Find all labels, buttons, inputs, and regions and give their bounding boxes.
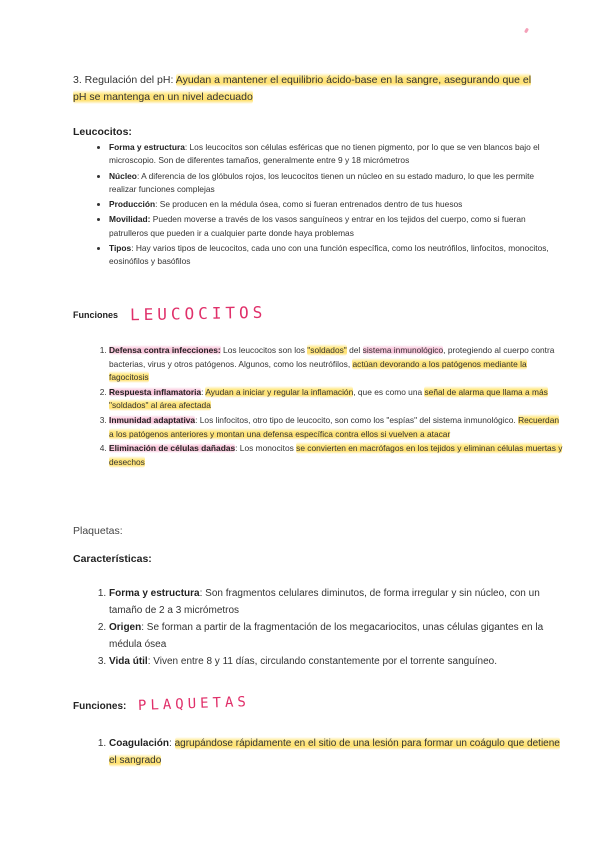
- list-item: [109, 586, 564, 619]
- item-term: Forma y estructura: [109, 142, 185, 152]
- leucocitos-list: [73, 141, 554, 271]
- list-item: [109, 198, 554, 211]
- list-item: [109, 141, 554, 168]
- item-term: Eliminación de células dañadas: [109, 443, 236, 454]
- pink-dot-mark: [524, 28, 529, 34]
- list-item: [109, 654, 564, 671]
- highlighted-text: sistema inmunológico: [362, 345, 444, 355]
- plaquetas-handwritten-note: PLAQUETAS: [137, 694, 251, 714]
- list-item: [109, 736, 564, 769]
- item-term: Defensa contra infecciones:: [109, 345, 221, 355]
- item-text: : A diferencia de los glóbulos rojos, los leucocitos tienen un núcleo en su estado maduro, lo que les permite realizar funciones complejas: [109, 170, 535, 194]
- highlighted-text: Recuerdan a los patógenos anteriores y montan una defensa específica contra ellos si vuelven a atacar: [109, 414, 560, 439]
- highlighted-text: actúan devorando a los patógenos mediante la fagocitosis: [109, 358, 527, 383]
- highlighted-text: señal de alarma que llama a más "soldados" al área afectada: [109, 386, 548, 411]
- list-item: [109, 620, 564, 653]
- item-text: : Se producen en la médula ósea, como si fueran entrenados dentro de tus huesos: [155, 199, 463, 210]
- ph-regulation-text: Ayudan a mantener el equilibrio ácido-base en la sangre, asegurando que el pH se mantenga en un nivel adecuado: [73, 74, 532, 103]
- leucocitos-funciones-list: [73, 344, 564, 470]
- ph-regulation-label: 3. Regulación del pH:: [73, 74, 174, 86]
- leucocitos-handwritten-note: LEUCOCITOS: [129, 302, 267, 325]
- plaquetas-heading: Plaquetas:: [73, 525, 123, 537]
- caracteristicas-heading: Características:: [73, 553, 152, 565]
- leucocitos-funciones-heading: Funciones: [73, 310, 119, 320]
- plaquetas-caracteristicas-list: [73, 586, 564, 672]
- item-text: : Los monocitos: [235, 443, 297, 454]
- list-item: [109, 414, 564, 441]
- list-item: [109, 442, 564, 469]
- item-text: : Los linfocitos, otro tipo de leucocito, son como los "espías" del sistema inmunológico.: [195, 414, 519, 425]
- plaquetas-funciones-list: [73, 736, 564, 770]
- list-item: [109, 386, 564, 413]
- list-item: [109, 242, 554, 269]
- item-text: : Los leucocitos son células esféricas que no tienen pigmento, por lo que se ven blancos bajo el microscopio. Son de diferentes tamaños, generalmente entre 9 y 18 micrómetros: [109, 142, 540, 166]
- item-text: Los leucocitos son los: [220, 345, 308, 355]
- item-text: , protegiendo al cuerpo contra bacterias, virus y otros patógenos. Algunos, como los neutrófilos,: [109, 345, 555, 369]
- leucocitos-heading: Leucocitos:: [73, 126, 132, 138]
- item-text: : Son fragmentos celulares diminutos, de forma irregular y sin núcleo, con un tamaño de 2 a 3 micrómetros: [109, 588, 540, 616]
- item-text: : Hay varios tipos de leucocitos, cada uno con una función específica, como los neutrófilos, linfocitos, monocitos, eosinófilos y basófilos: [109, 243, 549, 267]
- item-text: Pueden moverse a través de los vasos sanguíneos y entrar en los tejidos del cuerpo, como si fueran patrulleros que pueden ir a cualquier parte donde haya problemas: [109, 214, 526, 238]
- item-term: Tipos: [109, 243, 132, 254]
- item-term: Movilidad:: [109, 214, 151, 225]
- item-text: , que es como una: [353, 386, 425, 397]
- item-term: Núcleo: [109, 170, 137, 181]
- highlighted-text: se convierten en macrófagos en los tejidos y eliminan células muertas y desechos: [109, 443, 563, 467]
- list-item: [109, 170, 554, 197]
- item-text: : Viven entre 8 y 11 días, circulando constantemente por el torrente sanguíneo.: [147, 656, 498, 667]
- list-item: [109, 344, 564, 385]
- highlighted-text: "soldados": [307, 345, 347, 355]
- ph-regulation-paragraph: [73, 72, 543, 106]
- highlighted-text: Ayudan a iniciar y regular la inflamación: [205, 386, 354, 397]
- plaquetas-funciones-heading: Funciones:: [73, 701, 127, 712]
- item-term: Vida útil: [109, 656, 148, 667]
- item-term: Inmunidad adaptativa: [109, 414, 196, 425]
- list-item: [109, 213, 554, 240]
- highlighted-text: agrupándose rápidamente en el sitio de una lesión para formar un coágulo que detiene el sangrado: [109, 738, 560, 766]
- item-text: :: [169, 738, 175, 749]
- item-term: Coagulación: [109, 738, 170, 749]
- item-text: : Se forman a partir de la fragmentación de los megacariocitos, unas células gigantes en la médula ósea: [109, 622, 544, 650]
- item-term: Producción: [109, 199, 156, 210]
- item-text: del: [346, 345, 363, 355]
- item-term: Origen: [109, 622, 142, 633]
- item-term: Respuesta inflamatoria: [109, 386, 202, 397]
- item-text: :: [201, 386, 206, 397]
- item-term: Forma y estructura: [109, 588, 200, 599]
